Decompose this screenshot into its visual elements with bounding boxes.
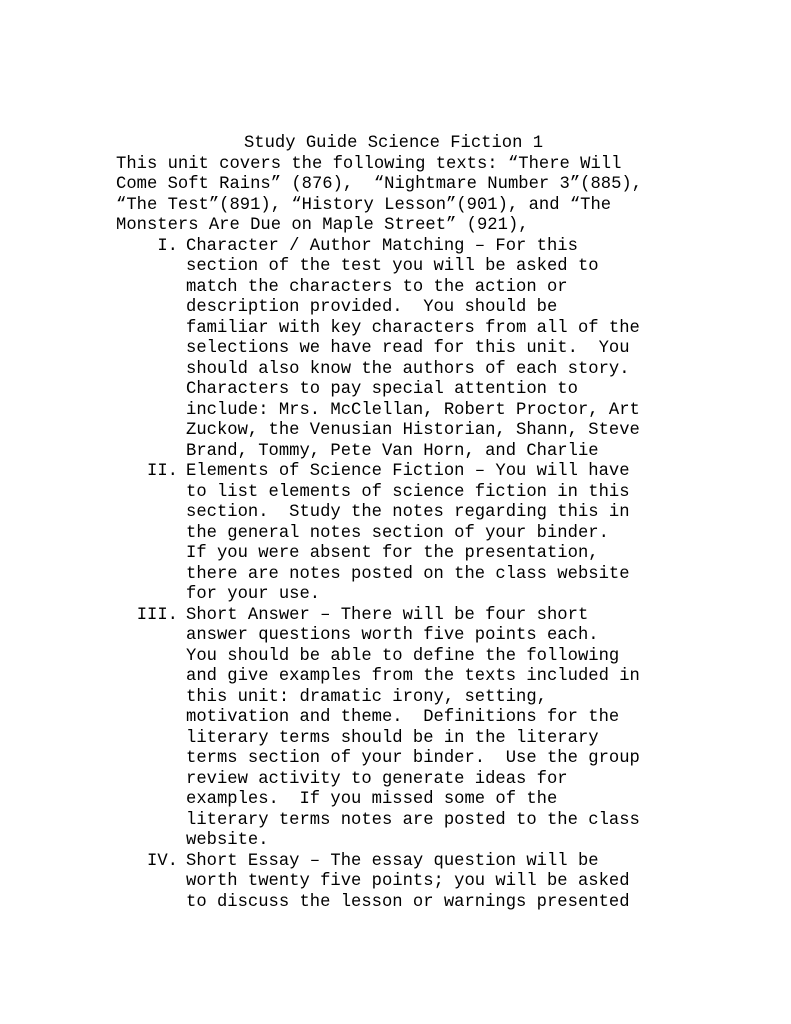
- section-numeral: II.: [147, 462, 178, 481]
- section-line: there are notes posted on the class website: [186, 564, 630, 584]
- section-line: Zuckow, the Venusian Historian, Shann, Steve: [186, 421, 640, 440]
- section-line: selections we have read for this unit. You: [186, 339, 630, 358]
- section-line: Short Answer – There will be four short: [186, 605, 589, 625]
- section-line: Brand, Tommy, Pete Van Horn, and Charlie: [186, 441, 599, 461]
- section-body: [186, 237, 676, 463]
- section-line: description provided. You should be: [186, 298, 558, 317]
- section-line: examples. If you missed some of the: [186, 790, 558, 809]
- section-line: literary terms notes are posted to the class: [186, 810, 640, 830]
- section-line: familiar with key characters from all of the: [186, 318, 640, 338]
- section-body: [186, 852, 676, 914]
- intro-line: Monsters Are Due on Maple Street” (921),: [116, 216, 529, 235]
- section-line: include: Mrs. McClellan, Robert Proctor, Art: [186, 400, 640, 420]
- section-line: answer questions worth five points each.: [186, 626, 599, 645]
- section-body: [186, 462, 676, 606]
- section-line: Short Essay – The essay question will be: [186, 851, 599, 871]
- intro-line: This unit covers the following texts: “There Will: [116, 154, 622, 174]
- section-line: worth twenty five points; you will be asked: [186, 872, 630, 891]
- section-list: [116, 237, 676, 914]
- section-line: section of the test you will be asked to: [186, 257, 599, 276]
- intro-line: “The Test”(891), “History Lesson”(901), and “The: [116, 195, 612, 215]
- section-line: should also know the authors of each story.: [186, 359, 630, 379]
- outline-section: [116, 237, 676, 463]
- section-line: match the characters to the action or: [186, 277, 568, 297]
- outline-section: [116, 606, 676, 852]
- section-line: Elements of Science Fiction – You will have: [186, 462, 630, 481]
- section-line: the general notes section of your binder.: [186, 523, 609, 543]
- section-line: Characters to pay special attention to: [186, 380, 578, 399]
- section-line: this unit: dramatic irony, setting,: [186, 687, 547, 707]
- section-body: [186, 606, 676, 852]
- section-line: to list elements of science fiction in this: [186, 482, 630, 502]
- section-line: section. Study the notes regarding this in: [186, 503, 630, 522]
- section-line: You should be able to define the following: [186, 646, 620, 666]
- section-numeral: IV.: [147, 851, 178, 871]
- section-line: to discuss the lesson or warnings presented: [186, 892, 630, 912]
- document-title: Study Guide Science Fiction 1: [243, 134, 544, 153]
- section-line: Character / Author Matching – For this: [186, 236, 578, 256]
- section-numeral: III.: [136, 605, 178, 625]
- section-numeral: I.: [157, 236, 178, 256]
- section-line: and give examples from the texts included in: [186, 667, 640, 686]
- section-line: review activity to generate ideas for: [186, 769, 568, 789]
- outline-section: [116, 852, 676, 914]
- section-line: literary terms should be in the literary: [186, 728, 599, 748]
- outline-section: [116, 462, 676, 606]
- section-line: If you were absent for the presentation,: [186, 544, 599, 563]
- section-line: for your use.: [186, 585, 321, 604]
- section-line: terms section of your binder. Use the group: [186, 749, 640, 768]
- intro-line: Come Soft Rains” (876), “Nightmare Number 3”(885),: [116, 175, 643, 194]
- intro-paragraph: [116, 155, 676, 237]
- section-line: website.: [186, 831, 269, 850]
- section-line: motivation and theme. Definitions for the: [186, 708, 620, 727]
- document-page: [116, 134, 676, 913]
